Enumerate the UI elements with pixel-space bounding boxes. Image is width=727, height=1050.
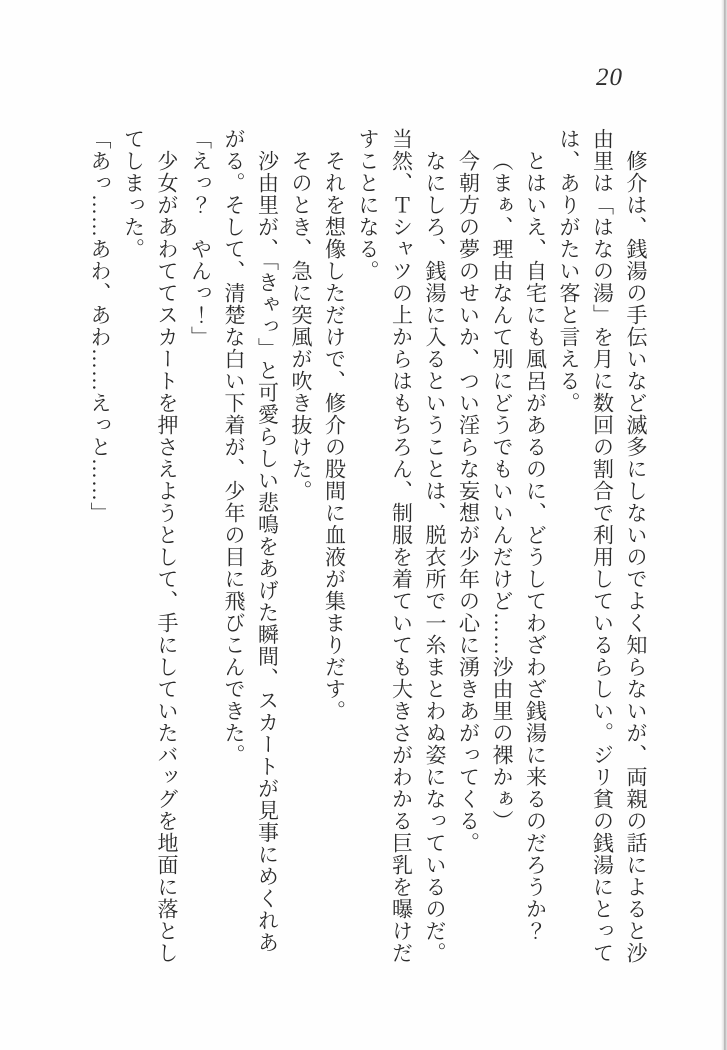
- paragraph: 「えっ？ やんっ！」: [188, 128, 213, 348]
- paragraph: そのとき、急に突風が吹き抜けた。: [289, 150, 313, 502]
- page-edge-shadow: [721, 0, 727, 1050]
- paragraph: 「あっ……あわ、あわ……えっと……」: [88, 128, 112, 524]
- paragraph: それを想像しただけで、修介の股間に血液が集まりだす。: [322, 150, 347, 722]
- paragraph: なにしろ、銭湯に入るということは、脱衣所で一糸まとわぬ姿になっているのだ。当然、Ｔシャツの上からはもちろん、制服を着ていても大きさがわかる巨乳を曝けだすことになる。: [356, 128, 447, 964]
- paragraph: 沙由里が、「きゃっ」と可愛らしい悲鳴をあげた瞬間、スカートが見事にめくれあがる。そして、清楚な白い下着が、少年の目に飛びこんできた。: [222, 128, 280, 954]
- paragraph: 少女があわててスカートを押さえようとして、手にしていたバッグを地面に落としてしまった。: [121, 128, 179, 964]
- paragraph: 今朝方の夢のせいか、つい淫らな妄想が少年の心に湧きあがってくる。: [456, 150, 481, 854]
- page-number: 20: [596, 64, 623, 91]
- paragraph: （まぁ、理由なんて別にどうでもいいんだけど……沙由里の裸かぁ）: [490, 150, 514, 832]
- paragraph: 修介は、銭湯の手伝いなど滅多にしないのでよく知らないが、両親の話によると沙由里は「はなの湯」を月に数回の割合で利用しているらしい。ジリ貧の銭湯にとっては、ありがたい客と言える。: [557, 128, 648, 964]
- paragraph: とはいえ、自宅にも風呂があるのに、どうしてわざわざ銭湯に来るのだろうか？: [523, 150, 548, 942]
- body-text: [83, 128, 653, 964]
